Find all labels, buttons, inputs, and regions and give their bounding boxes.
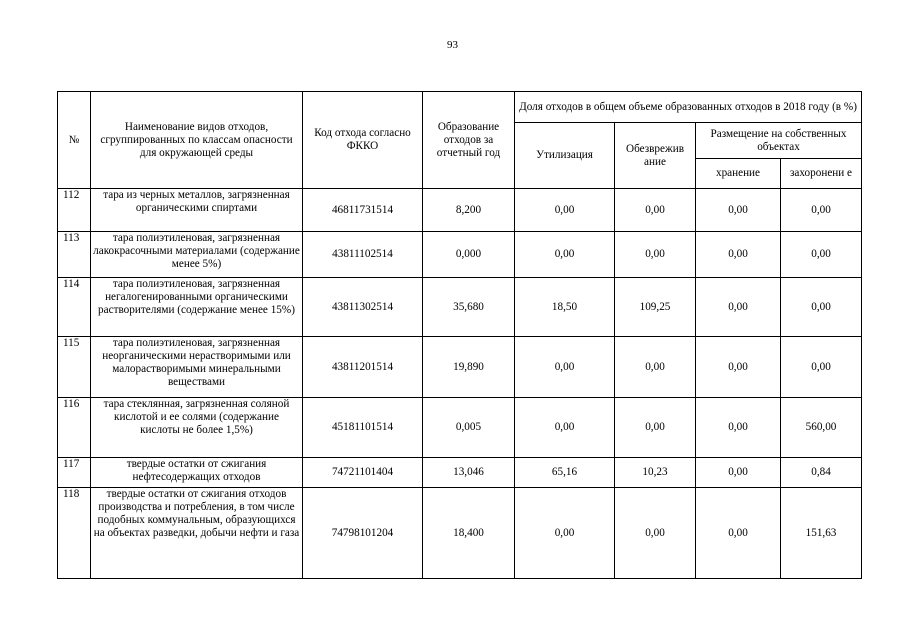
row-name: тара стеклянная, загрязненная соляной кислотой и ее солями (содержание кислоты не более 1,5%) [91,398,303,458]
row-utilization: 0,00 [515,337,615,398]
row-burial: 0,00 [781,232,862,278]
row-burial: 0,00 [781,337,862,398]
row-formation: 35,680 [423,278,515,337]
row-burial: 0,00 [781,278,862,337]
row-utilization: 65,16 [515,458,615,488]
table-row [58,337,862,398]
header-utilization: Утилизация [515,123,615,189]
row-code: 43811201514 [303,337,423,398]
table-row [58,189,862,232]
table-row [58,458,862,488]
row-storage: 0,00 [696,488,781,579]
header-share: Доля отходов в общем объеме образованных отходов в 2018 году (в %) [515,92,862,123]
table-row [58,488,862,579]
row-num: 117 [58,458,91,488]
row-burial: 0,00 [781,189,862,232]
row-num: 116 [58,398,91,458]
row-neutralization: 0,00 [615,398,696,458]
row-burial: 151,63 [781,488,862,579]
row-neutralization: 0,00 [615,488,696,579]
row-formation: 13,046 [423,458,515,488]
row-burial: 560,00 [781,398,862,458]
row-name: твердые остатки от сжигания отходов производства и потребления, в том числе подобных коммунальным, образующихся на объектах разведки, добычи нефти и газа [91,488,303,579]
row-storage: 0,00 [696,337,781,398]
row-name: твердые остатки от сжигания нефтесодержащих отходов [91,458,303,488]
row-storage: 0,00 [696,398,781,458]
row-code: 74721101404 [303,458,423,488]
row-formation: 8,200 [423,189,515,232]
row-name: тара из черных металлов, загрязненная органическими спиртами [91,189,303,232]
row-name: тара полиэтиленовая, загрязненная неорганическими нерастворимыми или малорастворимыми минеральными веществами [91,337,303,398]
header-neutralization: Обезврежив ание [615,123,696,189]
page-number: 93 [447,39,458,51]
row-neutralization: 0,00 [615,189,696,232]
header-code: Код отхода согласно ФККО [303,92,423,189]
row-num: 114 [58,278,91,337]
row-storage: 0,00 [696,189,781,232]
row-code: 43811302514 [303,278,423,337]
row-code: 45181101514 [303,398,423,458]
row-utilization: 18,50 [515,278,615,337]
header-placement: Размещение на собственных объектах [696,123,862,159]
row-name: тара полиэтиленовая, загрязненная лакокрасочными материалами (содержание менее 5%) [91,232,303,278]
row-utilization: 0,00 [515,488,615,579]
row-formation: 0,005 [423,398,515,458]
row-formation: 19,890 [423,337,515,398]
row-neutralization: 10,23 [615,458,696,488]
header-formation: Образование отходов за отчетный год [423,92,515,189]
row-neutralization: 109,25 [615,278,696,337]
row-num: 113 [58,232,91,278]
waste-table [57,91,862,579]
row-neutralization: 0,00 [615,232,696,278]
row-storage: 0,00 [696,232,781,278]
header-burial: захоронени е [781,159,862,189]
row-utilization: 0,00 [515,189,615,232]
row-utilization: 0,00 [515,232,615,278]
row-code: 46811731514 [303,189,423,232]
row-num: 112 [58,189,91,232]
row-num: 118 [58,488,91,579]
row-formation: 18,400 [423,488,515,579]
row-burial: 0,84 [781,458,862,488]
table-row [58,278,862,337]
row-storage: 0,00 [696,278,781,337]
row-storage: 0,00 [696,458,781,488]
row-num: 115 [58,337,91,398]
header-num: № [58,92,91,189]
row-neutralization: 0,00 [615,337,696,398]
row-code: 43811102514 [303,232,423,278]
row-formation: 0,000 [423,232,515,278]
table-row [58,398,862,458]
row-code: 74798101204 [303,488,423,579]
row-name: тара полиэтиленовая, загрязненная негалогенированными органическими растворителями (содержание менее 15%) [91,278,303,337]
table-row [58,232,862,278]
header-name: Наименование видов отходов, сгруппированных по классам опасности для окружающей среды [91,92,303,189]
row-utilization: 0,00 [515,398,615,458]
header-storage: хранение [696,159,781,189]
